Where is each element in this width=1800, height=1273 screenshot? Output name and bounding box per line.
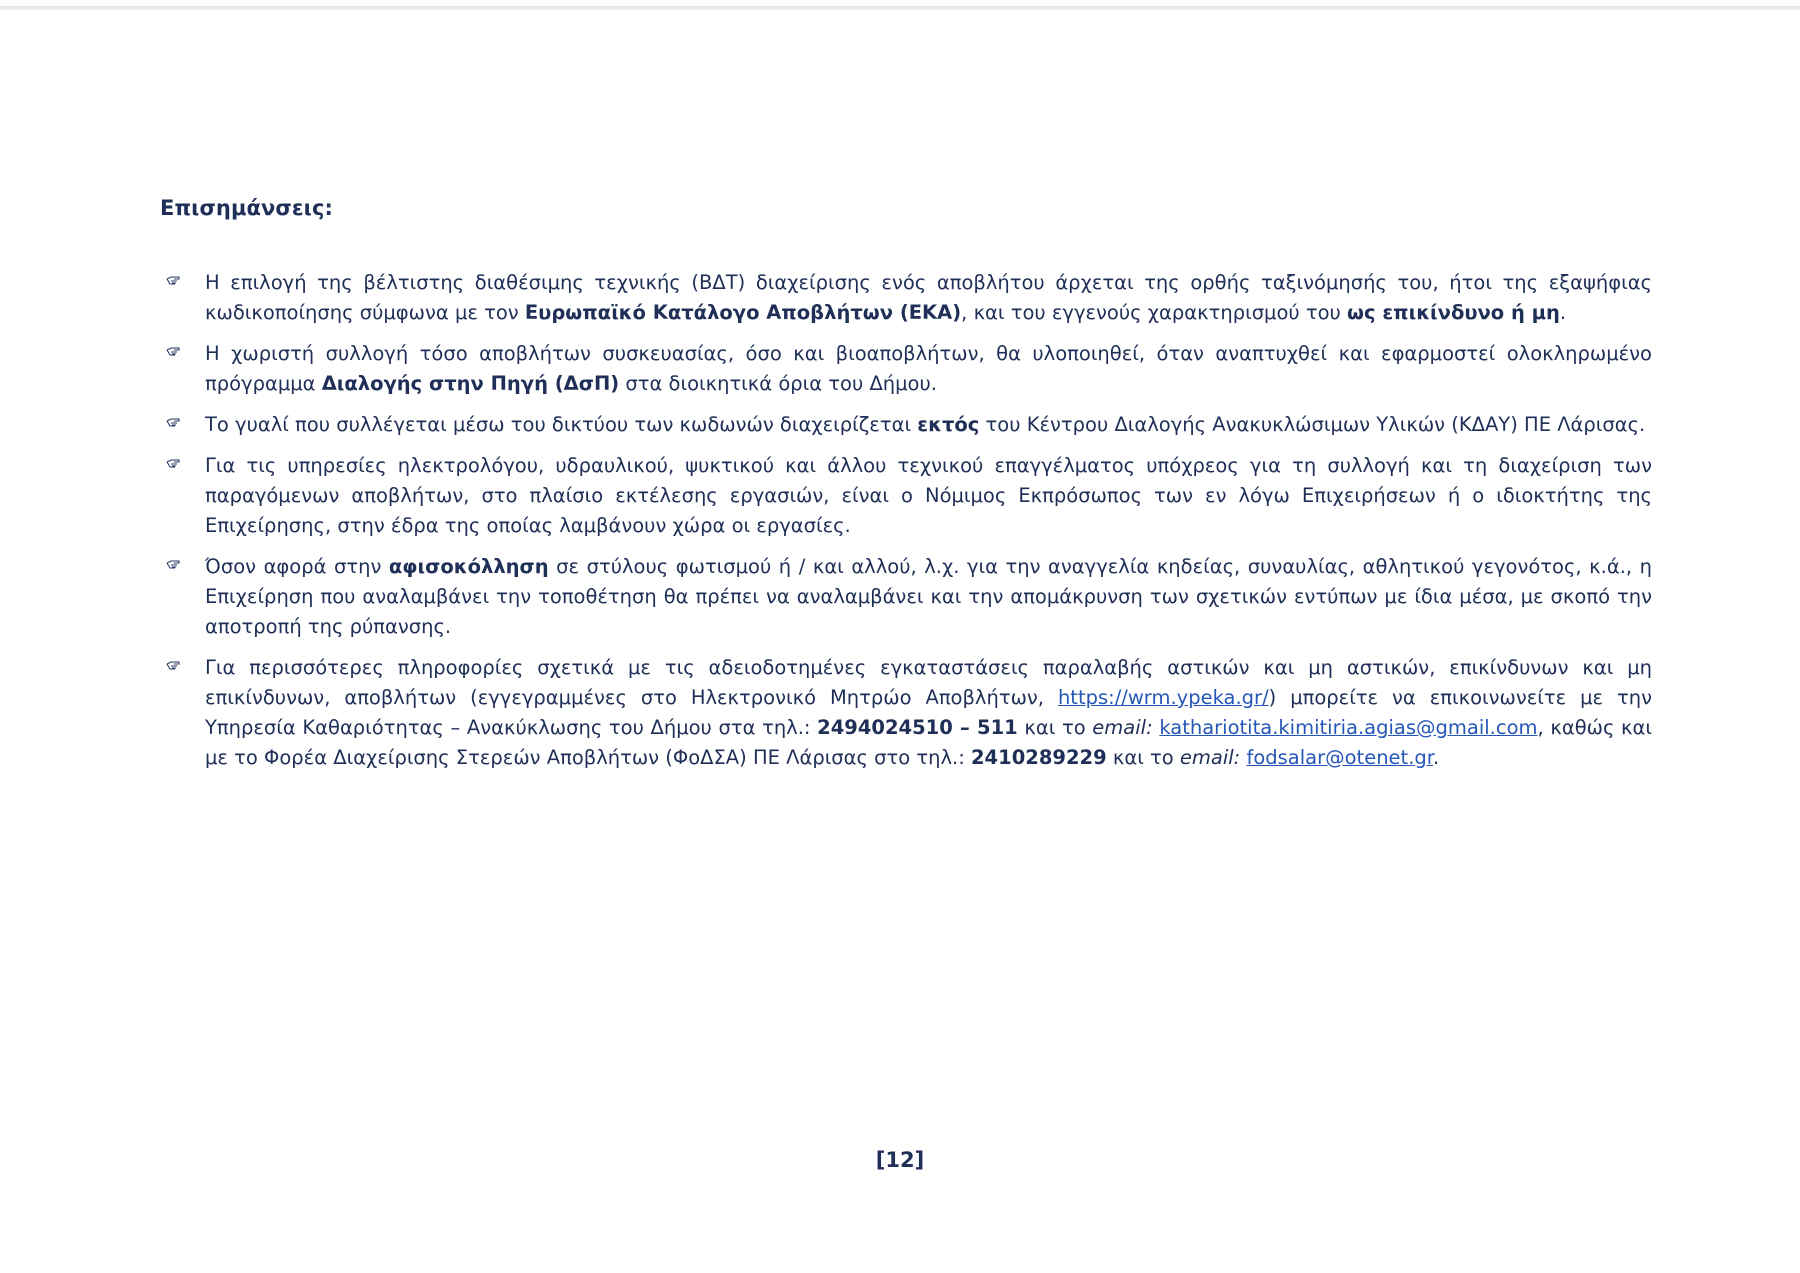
note-bold-text: ως επικίνδυνο ή μη [1347, 301, 1560, 324]
pointing-hand-icon [166, 343, 186, 357]
note-item [160, 410, 1652, 440]
notes-list [160, 268, 1652, 773]
phone-number: 2410289229 [970, 746, 1107, 769]
note-text: ) μπορείτε να επικοινωνείτε με την Υπηρεσία Καθαριότητας – Ανακύκλωσης του Δήμου στα τηλ.: [205, 686, 1653, 739]
note-bold-text: Ευρωπαϊκό Κατάλογο Αποβλήτων (ΕΚΑ) [524, 301, 962, 324]
note-text: . [1559, 301, 1567, 324]
note-item [160, 552, 1652, 642]
note-bold-text: αφισοκόλληση [388, 555, 549, 578]
email-link-fodsa[interactable]: fodsalar@otenet.gr [1246, 746, 1433, 769]
note-bold-text: εκτός [917, 413, 980, 436]
note-text: , καθώς και με το Φορέα Διαχείρισης Στερεών Αποβλήτων (ΦοΔΣΑ) ΠΕ Λάρισας στο τηλ.: [205, 716, 1652, 769]
note-text: , και του εγγενούς χαρακτηρισμού του [961, 301, 1348, 324]
scan-top-edge [0, 6, 1800, 10]
note-text: στα διοικητικά όρια του Δήμου. [619, 372, 937, 395]
pointing-hand-icon [166, 556, 186, 570]
note-text: Όσον αφορά στην [205, 555, 389, 578]
note-text: Το γυαλί που συλλέγεται μέσω του δικτύου των κωδωνών διαχειρίζεται [205, 413, 918, 436]
section-heading: Επισημάνσεις: [160, 196, 334, 220]
note-bold-text: Διαλογής στην Πηγή (ΔσΠ) [321, 372, 620, 395]
page-number: [12] [875, 1148, 925, 1172]
registry-link[interactable]: https://wrm.ypeka.gr/ [1057, 686, 1269, 709]
pointing-hand-icon [166, 657, 186, 671]
note-text: Η επιλογή της βέλτιστης διαθέσιμης τεχνικής (ΒΔΤ) διαχείρισης ενός αποβλήτου άρχεται της ορθής ταξινόμησής του, ήτοι της εξαψήφιας κωδικοποίησης σύμφωνα με τον [205, 271, 1652, 324]
email-label: email: [1179, 746, 1241, 769]
email-label: email: [1092, 716, 1153, 739]
note-text: Για περισσότερες πληροφορίες σχετικά με τις αδειοδοτημένες εγκαταστάσεις παραλαβής αστικών και μη αστικών, επικίνδυνων και μη επικίνδυνων, αποβλήτων (εγγεγραμμένες στο Ηλεκτρονικό Μητρώο Αποβλήτων, [205, 656, 1652, 709]
document-page [160, 196, 1652, 784]
pointing-hand-icon [166, 272, 186, 286]
note-text: και το [1017, 716, 1093, 739]
phone-number: 2494024510 – 511 [817, 716, 1018, 739]
note-text: Για τις υπηρεσίες ηλεκτρολόγου, υδραυλικού, ψυκτικού και άλλου τεχνικού επαγγέλματος υπόχρεος για τη συλλογή και τη διαχείριση των παραγόμενων αποβλήτων, στο πλαίσιο εκτέλεσης εργασιών, είναι ο Νόμιμος Εκπρόσωπος των εν λόγω Επιχειρήσεων ή ο ιδιοκτήτης της Επιχείρησης, στην έδρα της οποίας λαμβάνουν χώρα οι εργασίες. [205, 454, 1652, 537]
note-text: του Κέντρου Διαλογής Ανακυκλώσιμων Υλικών (ΚΔΑΥ) ΠΕ Λάρισας. [979, 413, 1646, 436]
note-item [160, 451, 1652, 541]
email-link-cleaning-service[interactable]: kathariotita.kimitiria.agias@gmail.com [1159, 716, 1538, 739]
pointing-hand-icon [166, 455, 186, 469]
note-item [160, 653, 1652, 773]
note-text: . [1433, 746, 1440, 769]
note-item [160, 268, 1652, 328]
pointing-hand-icon [166, 414, 186, 428]
note-text: και το [1106, 746, 1180, 769]
note-item [160, 339, 1652, 399]
note-text: σε στύλους φωτισμού ή / και αλλού, λ.χ. για την αναγγελία κηδείας, συναυλίας, αθλητικού γεγονότος, κ.ά., η Επιχείρηση που αναλαμβάνει την τοποθέτηση θα πρέπει να αναλαμβάνει και την απομάκρυνση των σχετικών εντύπων με ίδια μέσα, με σκοπό την αποτροπή της ρύπανσης. [205, 555, 1652, 638]
note-text: Η χωριστή συλλογή τόσο αποβλήτων συσκευασίας, όσο και βιοαποβλήτων, θα υλοποιηθεί, όταν αναπτυχθεί και εφαρμοστεί ολοκληρωμένο πρόγραμμα [205, 342, 1652, 395]
